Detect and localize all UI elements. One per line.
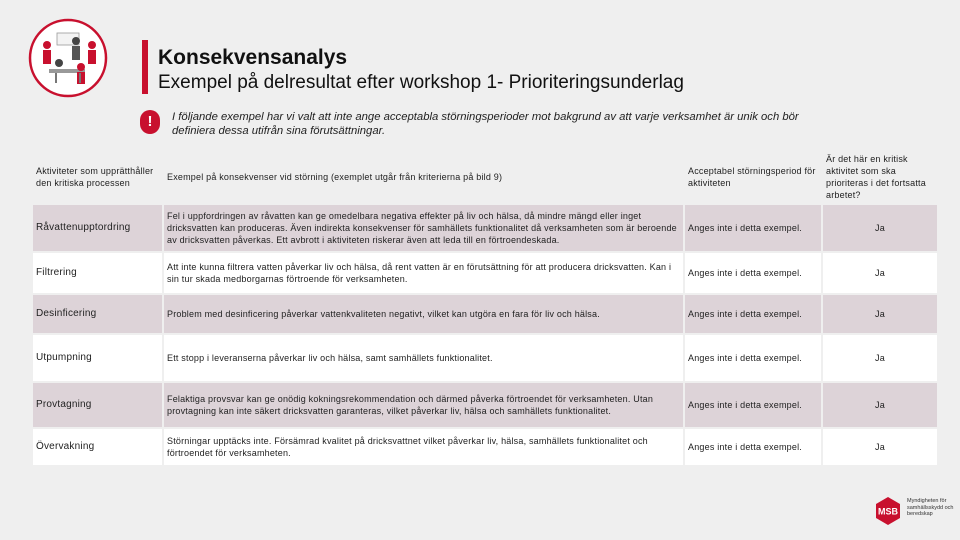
period-cell: Anges inte i detta exempel. [685,383,821,427]
activity-cell: Övervakning [33,429,162,465]
critical-cell: Ja [823,253,937,293]
header-critical: Är det här en kritisk aktivitet som ska prioriteras i det fortsatta arbetet? [823,150,937,203]
header-activity: Aktiviteter som upprätthåller den kritiska processen [33,150,162,203]
period-cell: Anges inte i detta exempel. [685,335,821,381]
activity-cell: Desinficering [33,295,162,333]
critical-cell: Ja [823,429,937,465]
consequence-cell: Att inte kunna filtrera vatten påverkar liv och hälsa, då rent vatten är en förutsättning för att producera dricksvatten. Kan i sin tur skada medborgarnas förtroende för verksamheten. [164,253,683,293]
header-period: Acceptabel störningsperiod för aktiviteten [685,150,821,203]
table-row [33,383,937,427]
workshop-illustration-icon [27,17,109,99]
table-row [33,335,937,381]
consequence-table [31,148,939,467]
period-cell: Anges inte i detta exempel. [685,429,821,465]
period-cell: Anges inte i detta exempel. [685,205,821,251]
table-row [33,429,937,465]
activity-cell: Filtrering [33,253,162,293]
period-cell: Anges inte i detta exempel. [685,253,821,293]
consequence-cell: Problem med desinficering påverkar vattenkvaliteten negativt, vilket kan utgöra en fara för liv och hälsa. [164,295,683,333]
page-subtitle: Exempel på delresultat efter workshop 1- Prioriteringsunderlag [158,72,684,93]
critical-cell: Ja [823,295,937,333]
table-header-row [33,150,937,203]
msb-logo-text: MSB [878,506,898,517]
table-row [33,253,937,293]
notice-text: I följande exempel har vi valt att inte ange acceptabla störningsperioder mot bakgrund av att varje verksamhet är unik och bör definiera dessa utifrån sina förutsättningar. [172,111,799,137]
critical-cell: Ja [823,383,937,427]
critical-cell: Ja [823,335,937,381]
title-accent-bar [142,40,148,94]
msb-logo-icon [873,496,903,526]
activity-cell: Provtagning [33,383,162,427]
activity-cell: Utpumpning [33,335,162,381]
period-cell: Anges inte i detta exempel. [685,295,821,333]
consequence-cell: Störningar upptäcks inte. Försämrad kvalitet på dricksvattnet vilket påverkar liv, hälsa, samhällets funktionalitet och förtroendet för verksamheten. [164,429,683,465]
header-consequence: Exempel på konsekvenser vid störning (exemplet utgår från kriterierna på bild 9) [164,150,683,203]
agency-name: Myndigheten för samhällsskydd och beredskap [907,498,954,517]
consequence-cell: Ett stopp i leveranserna påverkar liv och hälsa, samt samhällets funktionalitet. [164,335,683,381]
warning-icon: ! [140,110,160,134]
table-row [33,205,937,251]
table-row [33,295,937,333]
consequence-cell: Fel i uppfordringen av råvatten kan ge omedelbara negativa effekter på liv och hälsa, då mindre mängd eller inget dricksvatten kan produceras. Även indirekta konsekvenser för samhällets funktionalitet då verksamheten som är beroende av dricksvatten påverkas. Ett avbrott i aktiviteten riskerar även att leda till en förtroendeskada. [164,205,683,251]
page-title: Konsekvensanalys [158,46,348,69]
consequence-cell: Felaktiga provsvar kan ge onödig kokningsrekommendation och därmed påverka förtroendet för verksamheten. Utan provtagning kan inte säkert dricksvatten garanteras, vilket påverkar liv, hälsa och samhällets funktionalitet. [164,383,683,427]
activity-cell: Råvattenupptordring [33,205,162,251]
critical-cell: Ja [823,205,937,251]
